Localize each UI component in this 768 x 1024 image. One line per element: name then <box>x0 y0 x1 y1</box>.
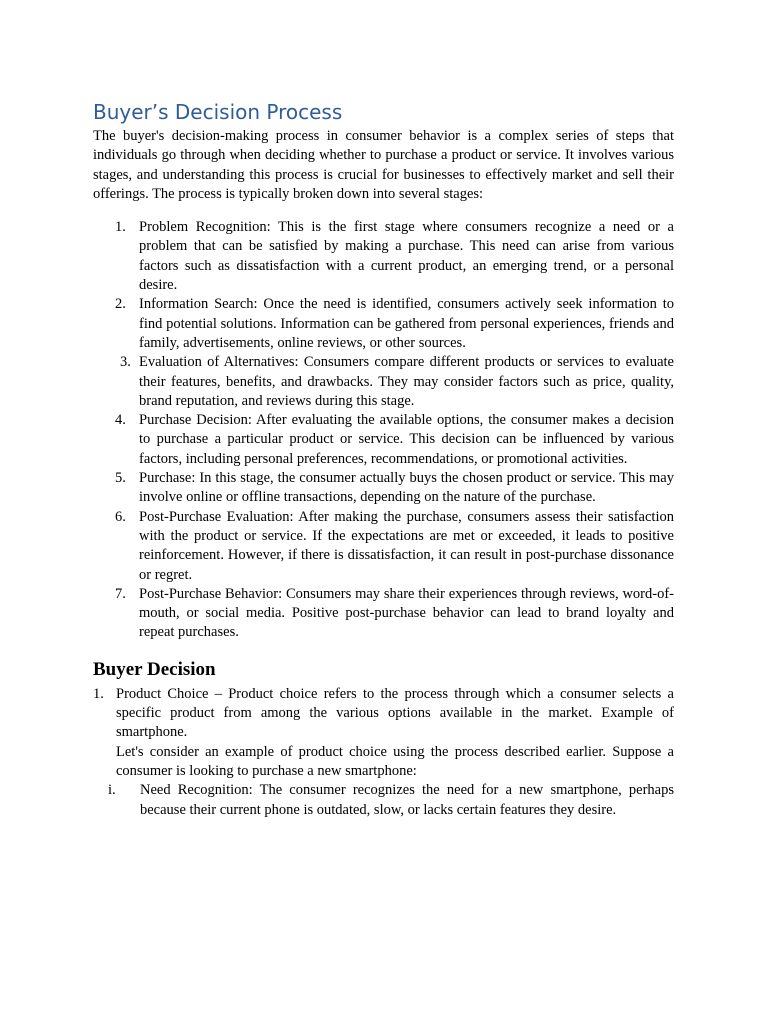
list-item <box>93 585 674 643</box>
list-text: Purchase: In this stage, the consumer actually buys the chosen product or service. This may involve online or offline transactions, depending on the nature of the purchase. <box>139 470 674 506</box>
item-text-continued: Let's consider an example of product choice using the process described earlier. Suppose a consumer is looking to purchase a new smartphone: <box>116 743 674 779</box>
list-number: 4. <box>115 412 126 429</box>
list-number: 7. <box>115 585 126 602</box>
section-heading: Buyer Decision <box>93 658 216 680</box>
list-text: Information Search: Once the need is identified, consumers actively seek information to find potential solutions. Information can be gathered from personal experiences, friends and family, advertisements, online reviews, or other sources. <box>139 296 674 351</box>
sub-list-text: Need Recognition: The consumer recognizes the need for a new smartphone, perhaps because their current phone is outdated, slow, or lacks certain features they desire. <box>140 782 674 818</box>
list-item <box>93 218 674 295</box>
decision-list-item <box>93 685 674 781</box>
list-item <box>93 295 674 353</box>
list-item <box>93 508 674 585</box>
list-number: 1. <box>93 685 104 702</box>
list-item <box>93 469 674 508</box>
list-text: Evaluation of Alternatives: Consumers compare different products or services to evaluate their features, benefits, and drawbacks. They may consider factors such as price, quality, brand reputation, and reviews during this stage. <box>139 354 674 409</box>
list-text: Post-Purchase Evaluation: After making the purchase, consumers assess their satisfaction with the product or service. If the expectations are met or exceeded, it leads to positive reinforcement. However, if there is dissatisfaction, it can result in post-purchase dissonance or regret. <box>139 508 674 583</box>
list-item <box>93 353 674 411</box>
list-number: 2. <box>115 296 126 313</box>
list-number: 6. <box>115 508 126 525</box>
intro-paragraph: The buyer's decision-making process in consumer behavior is a complex series of steps that individuals go through when deciding whether to purchase a product or service. It involves various stages, and understanding this process is crucial for businesses to effectively market and sell their offerings. The process is typically broken down into several stages: <box>93 128 674 202</box>
list-text: Problem Recognition: This is the first stage where consumers recognize a need or a problem that can be satisfied by making a purchase. This need can arise from various factors such as dissatisfaction with a current product, an emerging trend, or a personal desire. <box>139 219 674 294</box>
list-text: Purchase Decision: After evaluating the available options, the consumer makes a decision to purchase a particular product or service. This decision can be influenced by various factors, including personal preferences, recommendations, or promotional activities. <box>139 412 674 467</box>
list-item <box>93 411 674 469</box>
sub-list-item <box>93 781 674 820</box>
list-text: Post-Purchase Behavior: Consumers may share their experiences through reviews, word-of-mouth, or social media. Positive post-purchase behavior can lead to brand loyalty and repeat purchases. <box>139 585 674 641</box>
list-number: 5. <box>115 470 126 487</box>
page-title: Buyer’s Decision Process <box>93 100 343 124</box>
list-number: 3. <box>120 354 131 371</box>
list-number: 1. <box>115 219 126 236</box>
stages-list <box>93 218 674 643</box>
sub-list-number: i. <box>108 782 116 799</box>
item-text: Product Choice – Product choice refers to the process through which a consumer selects a specific product from among the various options available in the market. Example of smartphone. <box>116 685 674 741</box>
